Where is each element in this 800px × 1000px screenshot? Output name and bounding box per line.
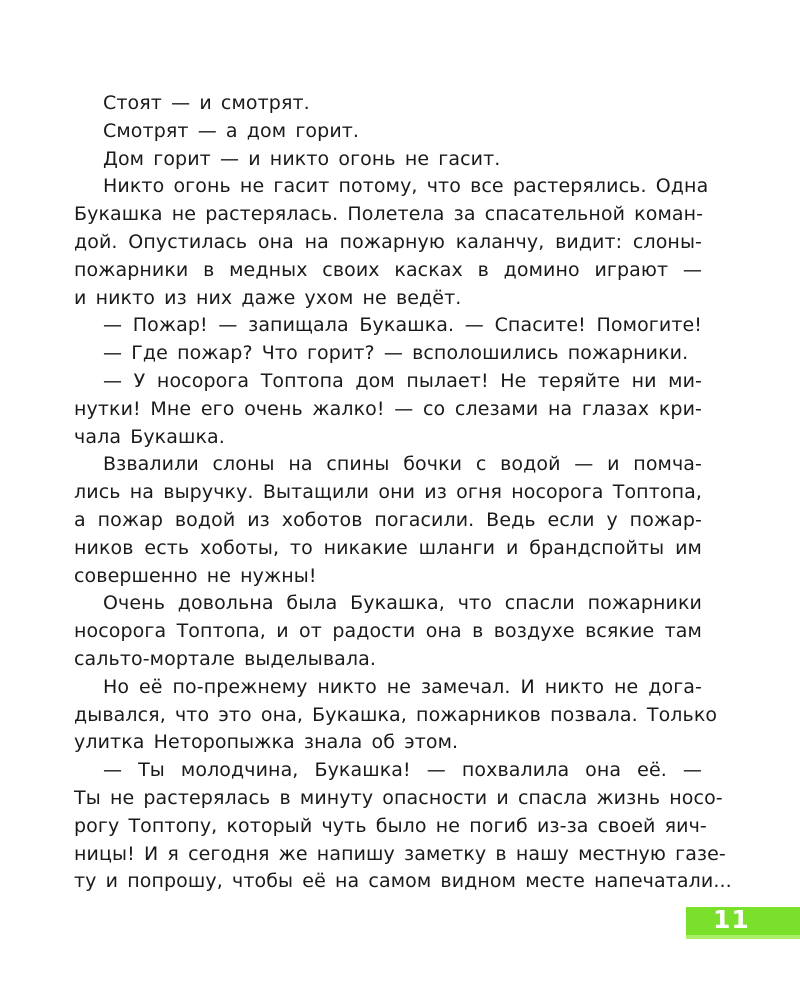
text-line: сальто-мортале выделывала.: [74, 647, 377, 670]
text-line: ников есть хоботы, то никакие шланги и брандспойты им: [74, 536, 702, 559]
text-line: и никто из них даже ухом не ведёт.: [74, 286, 462, 309]
text-line: улитка Неторопыжка знала об этом.: [74, 731, 459, 754]
text-line: — У носорога Топтопа дом пылает! Не теряйте ни ми-: [103, 369, 702, 392]
text-line: Очень довольна была Букашка, что спасли пожарники: [103, 592, 702, 615]
text-line: дой. Опустилась она на пожарную каланчу, видит: слоны-: [74, 230, 702, 253]
text-line: ту и попрошу, чтобы её на самом видном месте напечатали...: [74, 870, 732, 893]
text-line: Никто огонь не гасит потому, что все растерялись. Одна: [103, 175, 709, 198]
text-line: носорога Топтопа, и от радости она в воздухе всякие там: [74, 620, 702, 643]
text-line: совершенно не нужны!: [74, 564, 317, 587]
text-line: пожарники в медных своих касках в домино играют —: [74, 258, 702, 281]
text-line: чала Букашка.: [74, 425, 225, 448]
text-line: дывался, что это она, Букашка, пожарников позвала. Только: [74, 703, 718, 726]
text-line: Стоят — и смотрят.: [103, 92, 310, 114]
page-number: 11: [713, 905, 750, 934]
text-line: рогу Топтопу, который чуть было не погиб из-за своей яич-: [74, 814, 707, 837]
text-line: — Ты молодчина, Букашка! — похвалила она её. —: [103, 759, 702, 782]
text-line: нутки! Мне его очень жалко! — со слезами на глазах кри-: [74, 397, 702, 420]
text-line: Смотрят — а дом горит.: [103, 119, 360, 142]
text-line: Взвалили слоны на спины бочки с водой — и помча-: [103, 453, 702, 476]
text-line: — Пожар! — запищала Букашка. — Спасите! Помогите!: [103, 314, 702, 337]
text-line: Дом горит — и никто огонь не гасит.: [103, 147, 501, 170]
text-line: — Где пожар? Что горит? — всполошились пожарники.: [103, 342, 689, 365]
text-line: Но её по-прежнему никто не замечал. И никто не дога-: [103, 675, 702, 698]
text-line: лись на выручку. Вытащили они из огня носорога Топтопа,: [74, 481, 702, 504]
text-line: Ты не растерялась в минуту опасности и спасла жизнь носо-: [74, 786, 723, 809]
story-text: [74, 90, 732, 896]
text-line: Букашка не растерялась. Полетела за спасательной коман-: [74, 203, 704, 226]
text-line: ницы! И я сегодня же напишу заметку в нашу местную газе-: [74, 842, 726, 865]
text-line: а пожар водой из хоботов погасили. Ведь если у пожар-: [74, 508, 702, 531]
